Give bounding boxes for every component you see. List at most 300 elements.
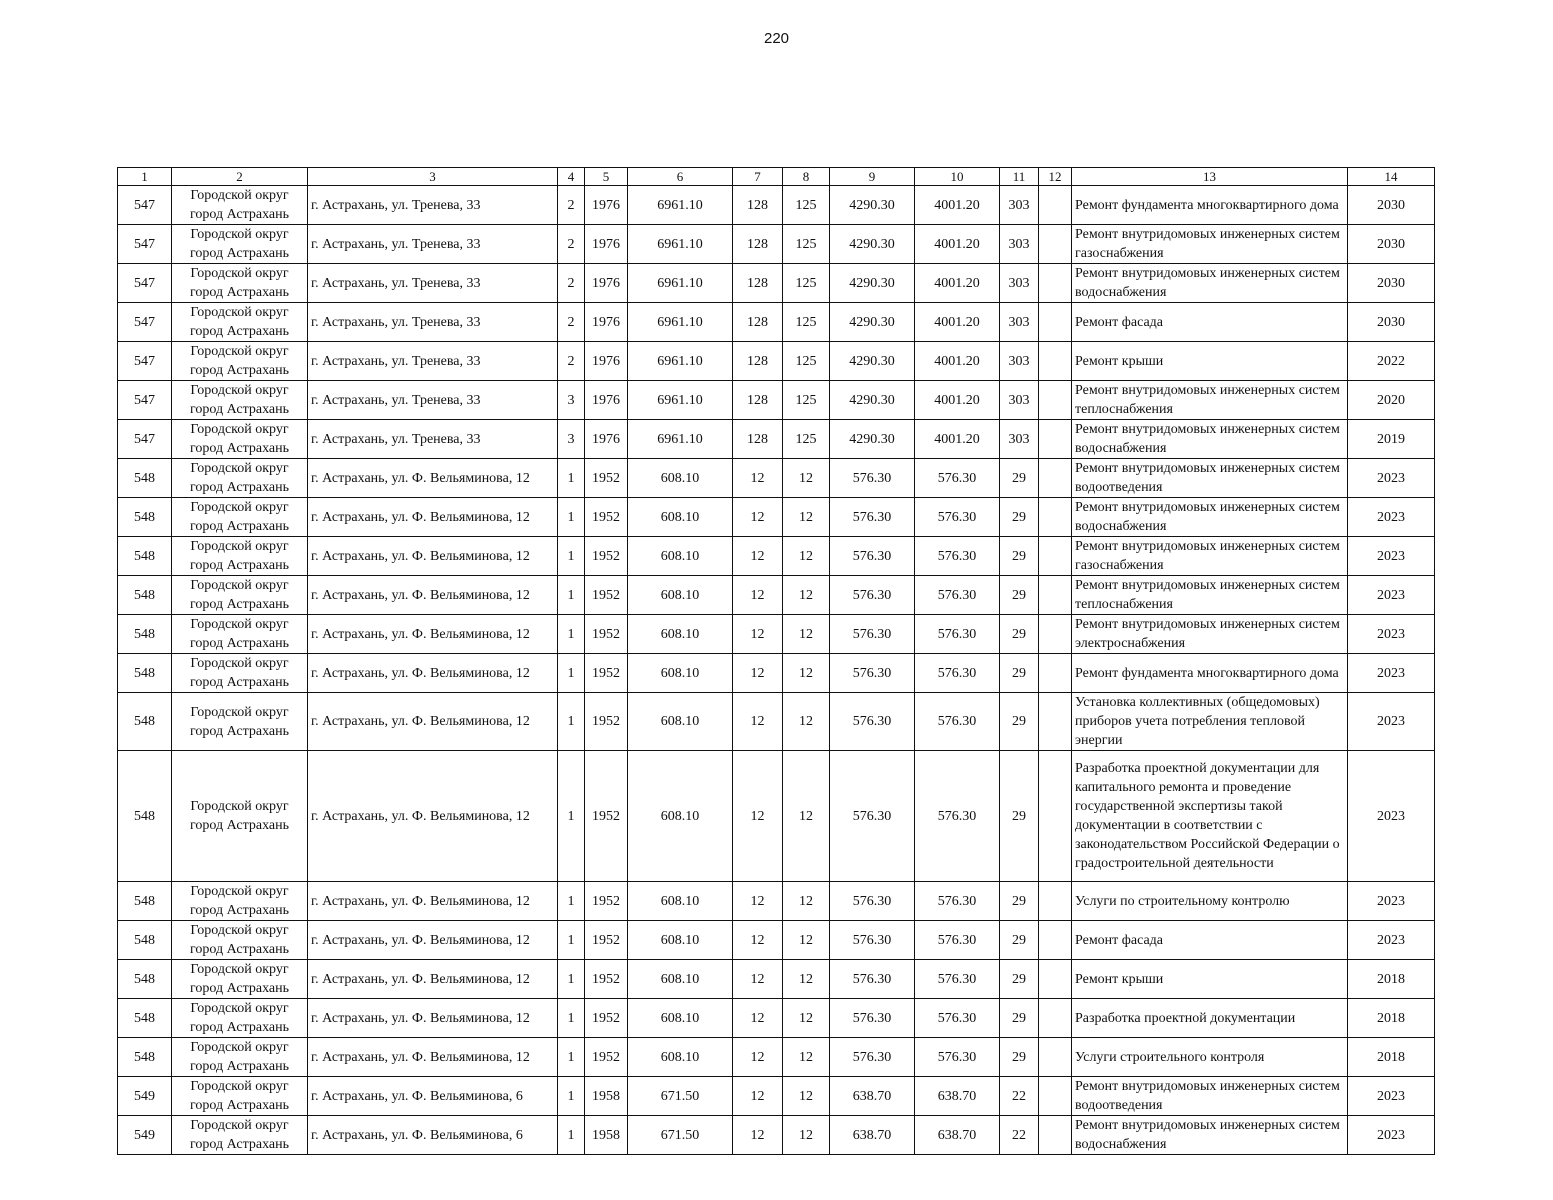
col7-cell: 12 <box>733 1077 783 1116</box>
table-row <box>118 498 1435 537</box>
row-number-cell: 549 <box>118 1077 172 1116</box>
col7-cell: 12 <box>733 615 783 654</box>
year-built-cell: 1976 <box>585 264 628 303</box>
col10-cell: 576.30 <box>915 960 1000 999</box>
municipality-cell: Городской округ город Астрахань <box>172 498 308 537</box>
col10-cell: 638.70 <box>915 1116 1000 1155</box>
table-row <box>118 693 1435 751</box>
planned-year-cell: 2023 <box>1348 615 1435 654</box>
municipality-cell: Городской округ город Астрахань <box>172 882 308 921</box>
total-area-cell: 671.50 <box>628 1116 733 1155</box>
col7-cell: 12 <box>733 751 783 882</box>
col9-cell: 4290.30 <box>830 342 915 381</box>
col10-cell: 576.30 <box>915 1038 1000 1077</box>
col4-cell: 1 <box>558 498 585 537</box>
total-area-cell: 6961.10 <box>628 342 733 381</box>
col10-cell: 576.30 <box>915 999 1000 1038</box>
municipality-cell: Городской округ город Астрахань <box>172 225 308 264</box>
col7-cell: 12 <box>733 882 783 921</box>
table-row <box>118 960 1435 999</box>
col4-cell: 2 <box>558 342 585 381</box>
col4-cell: 1 <box>558 537 585 576</box>
col4-cell: 1 <box>558 654 585 693</box>
header-cell: 12 <box>1039 168 1072 186</box>
col12-cell <box>1039 882 1072 921</box>
col11-cell: 22 <box>1000 1116 1039 1155</box>
work-type-cell: Ремонт внутридомовых инженерных систем газоснабжения <box>1072 225 1348 264</box>
work-type-cell: Ремонт внутридомовых инженерных систем водоснабжения <box>1072 264 1348 303</box>
address-cell: г. Астрахань, ул. Ф. Вельяминова, 12 <box>308 537 558 576</box>
row-number-cell: 547 <box>118 264 172 303</box>
col7-cell: 12 <box>733 960 783 999</box>
table-row <box>118 381 1435 420</box>
col11-cell: 303 <box>1000 342 1039 381</box>
col8-cell: 12 <box>783 999 830 1038</box>
total-area-cell: 608.10 <box>628 882 733 921</box>
address-cell: г. Астрахань, ул. Ф. Вельяминова, 12 <box>308 960 558 999</box>
col11-cell: 29 <box>1000 1038 1039 1077</box>
planned-year-cell: 2030 <box>1348 303 1435 342</box>
col8-cell: 12 <box>783 882 830 921</box>
total-area-cell: 608.10 <box>628 459 733 498</box>
col9-cell: 576.30 <box>830 693 915 751</box>
work-type-cell: Услуги строительного контроля <box>1072 1038 1348 1077</box>
col8-cell: 12 <box>783 1077 830 1116</box>
col8-cell: 125 <box>783 186 830 225</box>
col8-cell: 125 <box>783 264 830 303</box>
col8-cell: 125 <box>783 342 830 381</box>
table-row <box>118 751 1435 882</box>
col10-cell: 4001.20 <box>915 225 1000 264</box>
header-cell: 7 <box>733 168 783 186</box>
col12-cell <box>1039 921 1072 960</box>
col8-cell: 125 <box>783 303 830 342</box>
address-cell: г. Астрахань, ул. Ф. Вельяминова, 12 <box>308 999 558 1038</box>
work-type-cell: Ремонт крыши <box>1072 342 1348 381</box>
work-type-cell: Услуги по строительному контролю <box>1072 882 1348 921</box>
col12-cell <box>1039 1077 1072 1116</box>
work-type-cell: Ремонт фундамента многоквартирного дома <box>1072 654 1348 693</box>
col8-cell: 12 <box>783 693 830 751</box>
col7-cell: 128 <box>733 186 783 225</box>
total-area-cell: 6961.10 <box>628 186 733 225</box>
address-cell: г. Астрахань, ул. Ф. Вельяминова, 6 <box>308 1116 558 1155</box>
header-cell: 6 <box>628 168 733 186</box>
address-cell: г. Астрахань, ул. Тренева, 33 <box>308 225 558 264</box>
col4-cell: 2 <box>558 186 585 225</box>
header-cell: 5 <box>585 168 628 186</box>
table-row <box>118 342 1435 381</box>
col12-cell <box>1039 381 1072 420</box>
total-area-cell: 6961.10 <box>628 303 733 342</box>
col10-cell: 576.30 <box>915 693 1000 751</box>
address-cell: г. Астрахань, ул. Ф. Вельяминова, 12 <box>308 882 558 921</box>
page-number: 220 <box>763 30 790 47</box>
row-number-cell: 549 <box>118 1116 172 1155</box>
address-cell: г. Астрахань, ул. Ф. Вельяминова, 12 <box>308 654 558 693</box>
address-cell: г. Астрахань, ул. Тренева, 33 <box>308 303 558 342</box>
table-row <box>118 420 1435 459</box>
col4-cell: 1 <box>558 1038 585 1077</box>
col11-cell: 29 <box>1000 459 1039 498</box>
col9-cell: 576.30 <box>830 999 915 1038</box>
col4-cell: 1 <box>558 882 585 921</box>
header-cell: 3 <box>308 168 558 186</box>
municipality-cell: Городской округ город Астрахань <box>172 751 308 882</box>
row-number-cell: 548 <box>118 576 172 615</box>
total-area-cell: 6961.10 <box>628 225 733 264</box>
col4-cell: 1 <box>558 459 585 498</box>
table-row <box>118 1116 1435 1155</box>
col4-cell: 1 <box>558 751 585 882</box>
col9-cell: 576.30 <box>830 1038 915 1077</box>
address-cell: г. Астрахань, ул. Тренева, 33 <box>308 264 558 303</box>
col11-cell: 29 <box>1000 882 1039 921</box>
municipality-cell: Городской округ город Астрахань <box>172 537 308 576</box>
address-cell: г. Астрахань, ул. Ф. Вельяминова, 12 <box>308 921 558 960</box>
municipality-cell: Городской округ город Астрахань <box>172 420 308 459</box>
row-number-cell: 547 <box>118 381 172 420</box>
col8-cell: 12 <box>783 615 830 654</box>
col4-cell: 2 <box>558 225 585 264</box>
address-cell: г. Астрахань, ул. Ф. Вельяминова, 12 <box>308 576 558 615</box>
address-cell: г. Астрахань, ул. Ф. Вельяминова, 12 <box>308 498 558 537</box>
total-area-cell: 608.10 <box>628 960 733 999</box>
year-built-cell: 1952 <box>585 751 628 882</box>
total-area-cell: 608.10 <box>628 537 733 576</box>
municipality-cell: Городской округ город Астрахань <box>172 303 308 342</box>
planned-year-cell: 2030 <box>1348 264 1435 303</box>
col11-cell: 29 <box>1000 751 1039 882</box>
table-row <box>118 654 1435 693</box>
col4-cell: 3 <box>558 381 585 420</box>
col9-cell: 4290.30 <box>830 225 915 264</box>
address-cell: г. Астрахань, ул. Ф. Вельяминова, 12 <box>308 751 558 882</box>
col8-cell: 12 <box>783 537 830 576</box>
col8-cell: 12 <box>783 576 830 615</box>
planned-year-cell: 2023 <box>1348 459 1435 498</box>
work-type-cell: Ремонт внутридомовых инженерных систем водоснабжения <box>1072 420 1348 459</box>
col10-cell: 576.30 <box>915 498 1000 537</box>
col12-cell <box>1039 615 1072 654</box>
col10-cell: 638.70 <box>915 1077 1000 1116</box>
col4-cell: 2 <box>558 264 585 303</box>
planned-year-cell: 2022 <box>1348 342 1435 381</box>
col7-cell: 128 <box>733 303 783 342</box>
row-number-cell: 548 <box>118 693 172 751</box>
planned-year-cell: 2023 <box>1348 498 1435 537</box>
address-cell: г. Астрахань, ул. Тренева, 33 <box>308 420 558 459</box>
year-built-cell: 1952 <box>585 921 628 960</box>
col8-cell: 12 <box>783 654 830 693</box>
year-built-cell: 1952 <box>585 576 628 615</box>
row-number-cell: 548 <box>118 615 172 654</box>
row-number-cell: 547 <box>118 342 172 381</box>
row-number-cell: 548 <box>118 960 172 999</box>
col12-cell <box>1039 303 1072 342</box>
municipality-cell: Городской округ город Астрахань <box>172 999 308 1038</box>
col9-cell: 576.30 <box>830 882 915 921</box>
table-row <box>118 576 1435 615</box>
row-number-cell: 547 <box>118 186 172 225</box>
col4-cell: 1 <box>558 1077 585 1116</box>
work-type-cell: Ремонт фундамента многоквартирного дома <box>1072 186 1348 225</box>
col8-cell: 125 <box>783 381 830 420</box>
col7-cell: 12 <box>733 537 783 576</box>
col12-cell <box>1039 1116 1072 1155</box>
row-number-cell: 548 <box>118 459 172 498</box>
col8-cell: 125 <box>783 420 830 459</box>
col12-cell <box>1039 999 1072 1038</box>
address-cell: г. Астрахань, ул. Тренева, 33 <box>308 342 558 381</box>
planned-year-cell: 2019 <box>1348 420 1435 459</box>
col9-cell: 4290.30 <box>830 264 915 303</box>
row-number-cell: 548 <box>118 498 172 537</box>
work-type-cell: Ремонт внутридомовых инженерных систем водоснабжения <box>1072 1116 1348 1155</box>
col8-cell: 12 <box>783 751 830 882</box>
table-row <box>118 882 1435 921</box>
work-type-cell: Ремонт внутридомовых инженерных систем теплоснабжения <box>1072 576 1348 615</box>
col11-cell: 303 <box>1000 264 1039 303</box>
col12-cell <box>1039 420 1072 459</box>
header-cell: 4 <box>558 168 585 186</box>
col12-cell <box>1039 225 1072 264</box>
municipality-cell: Городской округ город Астрахань <box>172 693 308 751</box>
year-built-cell: 1952 <box>585 1038 628 1077</box>
col9-cell: 576.30 <box>830 537 915 576</box>
planned-year-cell: 2023 <box>1348 654 1435 693</box>
address-cell: г. Астрахань, ул. Тренева, 33 <box>308 186 558 225</box>
col10-cell: 576.30 <box>915 654 1000 693</box>
year-built-cell: 1952 <box>585 693 628 751</box>
work-type-cell: Установка коллективных (общедомовых) приборов учета потребления тепловой энергии <box>1072 693 1348 751</box>
total-area-cell: 6961.10 <box>628 264 733 303</box>
col9-cell: 638.70 <box>830 1077 915 1116</box>
total-area-cell: 6961.10 <box>628 420 733 459</box>
col8-cell: 12 <box>783 1116 830 1155</box>
municipality-cell: Городской округ город Астрахань <box>172 1077 308 1116</box>
municipality-cell: Городской округ город Астрахань <box>172 654 308 693</box>
col10-cell: 576.30 <box>915 882 1000 921</box>
col9-cell: 638.70 <box>830 1116 915 1155</box>
col9-cell: 576.30 <box>830 498 915 537</box>
total-area-cell: 608.10 <box>628 615 733 654</box>
planned-year-cell: 2018 <box>1348 960 1435 999</box>
col11-cell: 29 <box>1000 498 1039 537</box>
work-type-cell: Ремонт внутридомовых инженерных систем водоотведения <box>1072 459 1348 498</box>
row-number-cell: 548 <box>118 921 172 960</box>
col11-cell: 29 <box>1000 615 1039 654</box>
year-built-cell: 1958 <box>585 1077 628 1116</box>
col8-cell: 12 <box>783 1038 830 1077</box>
col7-cell: 12 <box>733 693 783 751</box>
work-type-cell: Ремонт фасада <box>1072 921 1348 960</box>
work-type-cell: Ремонт внутридомовых инженерных систем водоснабжения <box>1072 498 1348 537</box>
col11-cell: 303 <box>1000 303 1039 342</box>
col11-cell: 29 <box>1000 921 1039 960</box>
col10-cell: 576.30 <box>915 921 1000 960</box>
total-area-cell: 608.10 <box>628 999 733 1038</box>
address-cell: г. Астрахань, ул. Ф. Вельяминова, 6 <box>308 1077 558 1116</box>
col11-cell: 303 <box>1000 186 1039 225</box>
address-cell: г. Астрахань, ул. Тренева, 33 <box>308 381 558 420</box>
table-row <box>118 264 1435 303</box>
col11-cell: 29 <box>1000 960 1039 999</box>
year-built-cell: 1976 <box>585 420 628 459</box>
col12-cell <box>1039 459 1072 498</box>
col10-cell: 4001.20 <box>915 303 1000 342</box>
table-row <box>118 459 1435 498</box>
row-number-cell: 547 <box>118 303 172 342</box>
table-row <box>118 1038 1435 1077</box>
col11-cell: 29 <box>1000 999 1039 1038</box>
col4-cell: 1 <box>558 999 585 1038</box>
col7-cell: 12 <box>733 576 783 615</box>
col11-cell: 303 <box>1000 381 1039 420</box>
address-cell: г. Астрахань, ул. Ф. Вельяминова, 12 <box>308 693 558 751</box>
year-built-cell: 1976 <box>585 342 628 381</box>
planned-year-cell: 2023 <box>1348 693 1435 751</box>
table-row <box>118 303 1435 342</box>
table-body <box>118 168 1435 1155</box>
work-type-cell: Ремонт внутридомовых инженерных систем электроснабжения <box>1072 615 1348 654</box>
col8-cell: 12 <box>783 498 830 537</box>
municipality-cell: Городской округ город Астрахань <box>172 960 308 999</box>
table-row <box>118 537 1435 576</box>
col9-cell: 4290.30 <box>830 186 915 225</box>
col7-cell: 12 <box>733 1038 783 1077</box>
col10-cell: 4001.20 <box>915 186 1000 225</box>
work-type-cell: Ремонт внутридомовых инженерных систем водоотведения <box>1072 1077 1348 1116</box>
year-built-cell: 1952 <box>585 459 628 498</box>
col10-cell: 4001.20 <box>915 420 1000 459</box>
total-area-cell: 608.10 <box>628 654 733 693</box>
header-cell: 8 <box>783 168 830 186</box>
col4-cell: 1 <box>558 576 585 615</box>
table-row <box>118 225 1435 264</box>
col11-cell: 303 <box>1000 225 1039 264</box>
table-row <box>118 921 1435 960</box>
municipality-cell: Городской округ город Астрахань <box>172 576 308 615</box>
col12-cell <box>1039 576 1072 615</box>
col9-cell: 576.30 <box>830 751 915 882</box>
col12-cell <box>1039 186 1072 225</box>
col12-cell <box>1039 537 1072 576</box>
address-cell: г. Астрахань, ул. Ф. Вельяминова, 12 <box>308 459 558 498</box>
planned-year-cell: 2023 <box>1348 882 1435 921</box>
col10-cell: 576.30 <box>915 615 1000 654</box>
year-built-cell: 1958 <box>585 1116 628 1155</box>
work-type-cell: Разработка проектной документации <box>1072 999 1348 1038</box>
col4-cell: 1 <box>558 1116 585 1155</box>
address-cell: г. Астрахань, ул. Ф. Вельяминова, 12 <box>308 615 558 654</box>
municipality-cell: Городской округ город Астрахань <box>172 615 308 654</box>
col12-cell <box>1039 342 1072 381</box>
col9-cell: 576.30 <box>830 654 915 693</box>
planned-year-cell: 2023 <box>1348 921 1435 960</box>
municipality-cell: Городской округ город Астрахань <box>172 186 308 225</box>
row-number-cell: 548 <box>118 999 172 1038</box>
address-cell: г. Астрахань, ул. Ф. Вельяминова, 12 <box>308 1038 558 1077</box>
col12-cell <box>1039 693 1072 751</box>
year-built-cell: 1952 <box>585 498 628 537</box>
col12-cell <box>1039 960 1072 999</box>
col12-cell <box>1039 654 1072 693</box>
municipality-cell: Городской округ город Астрахань <box>172 921 308 960</box>
col11-cell: 22 <box>1000 1077 1039 1116</box>
col9-cell: 576.30 <box>830 921 915 960</box>
total-area-cell: 608.10 <box>628 693 733 751</box>
col11-cell: 29 <box>1000 693 1039 751</box>
work-type-cell: Разработка проектной документации для капитального ремонта и проведение государственной экспертизы такой документации в соответствии с законодательством Российской Федерации о градостроительной деятельности <box>1072 751 1348 882</box>
col7-cell: 12 <box>733 921 783 960</box>
planned-year-cell: 2023 <box>1348 1077 1435 1116</box>
year-built-cell: 1952 <box>585 960 628 999</box>
col9-cell: 576.30 <box>830 576 915 615</box>
col7-cell: 12 <box>733 999 783 1038</box>
total-area-cell: 6961.10 <box>628 381 733 420</box>
header-cell: 9 <box>830 168 915 186</box>
planned-year-cell: 2030 <box>1348 225 1435 264</box>
planned-year-cell: 2018 <box>1348 999 1435 1038</box>
municipality-cell: Городской округ город Астрахань <box>172 342 308 381</box>
header-cell: 13 <box>1072 168 1348 186</box>
col8-cell: 12 <box>783 459 830 498</box>
total-area-cell: 608.10 <box>628 498 733 537</box>
col7-cell: 128 <box>733 225 783 264</box>
planned-year-cell: 2018 <box>1348 1038 1435 1077</box>
col9-cell: 576.30 <box>830 615 915 654</box>
header-row <box>118 168 1435 186</box>
total-area-cell: 608.10 <box>628 751 733 882</box>
planned-year-cell: 2020 <box>1348 381 1435 420</box>
col8-cell: 12 <box>783 921 830 960</box>
col12-cell <box>1039 751 1072 882</box>
row-number-cell: 547 <box>118 225 172 264</box>
total-area-cell: 608.10 <box>628 1038 733 1077</box>
col7-cell: 128 <box>733 381 783 420</box>
planned-year-cell: 2030 <box>1348 186 1435 225</box>
col4-cell: 1 <box>558 615 585 654</box>
total-area-cell: 608.10 <box>628 576 733 615</box>
year-built-cell: 1952 <box>585 615 628 654</box>
col9-cell: 4290.30 <box>830 381 915 420</box>
table-row <box>118 615 1435 654</box>
col9-cell: 576.30 <box>830 459 915 498</box>
col4-cell: 3 <box>558 420 585 459</box>
col10-cell: 576.30 <box>915 576 1000 615</box>
year-built-cell: 1952 <box>585 654 628 693</box>
table-row <box>118 186 1435 225</box>
col9-cell: 4290.30 <box>830 303 915 342</box>
col9-cell: 4290.30 <box>830 420 915 459</box>
work-type-cell: Ремонт внутридомовых инженерных систем теплоснабжения <box>1072 381 1348 420</box>
row-number-cell: 548 <box>118 537 172 576</box>
header-cell: 10 <box>915 168 1000 186</box>
year-built-cell: 1976 <box>585 303 628 342</box>
year-built-cell: 1976 <box>585 186 628 225</box>
col11-cell: 303 <box>1000 420 1039 459</box>
year-built-cell: 1976 <box>585 225 628 264</box>
col11-cell: 29 <box>1000 537 1039 576</box>
year-built-cell: 1952 <box>585 882 628 921</box>
table-row <box>118 999 1435 1038</box>
col10-cell: 4001.20 <box>915 342 1000 381</box>
row-number-cell: 548 <box>118 751 172 882</box>
col11-cell: 29 <box>1000 654 1039 693</box>
work-type-cell: Ремонт крыши <box>1072 960 1348 999</box>
table-row <box>118 1077 1435 1116</box>
